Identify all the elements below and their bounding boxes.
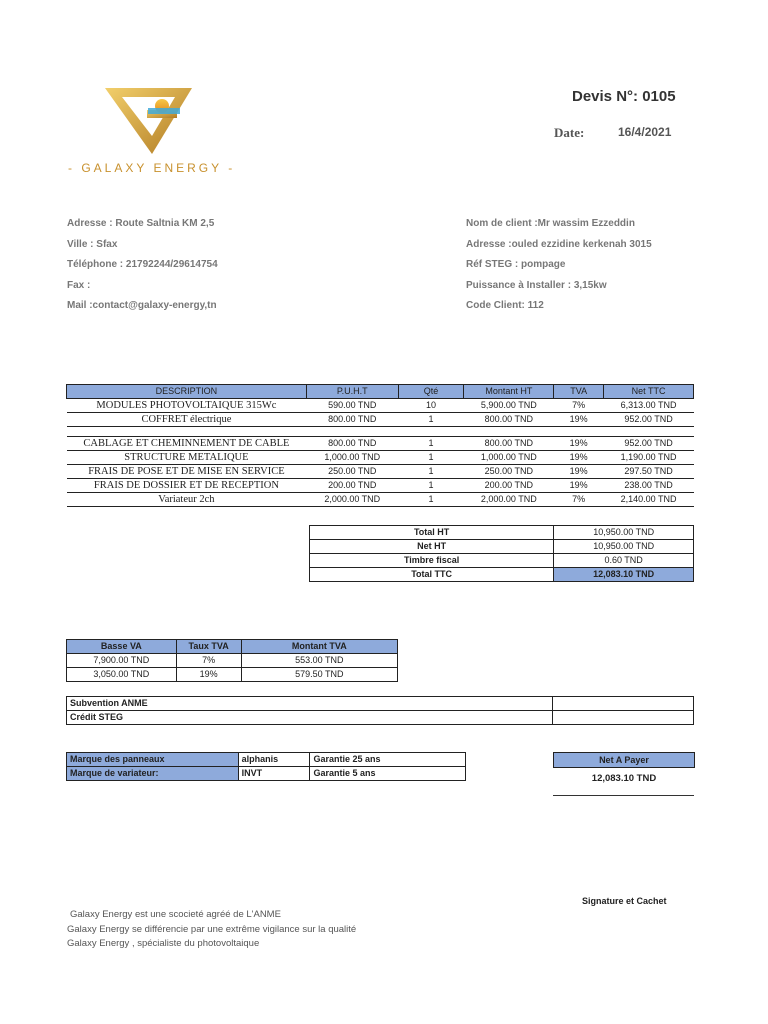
tva-table	[66, 639, 398, 682]
item-tva	[554, 427, 604, 437]
timbre-row	[310, 554, 694, 568]
subvention-label: Subvention ANME	[67, 697, 553, 711]
table-row	[67, 437, 694, 451]
timbre-label: Timbre fiscal	[310, 554, 554, 568]
item-description: STRUCTURE METALIQUE	[67, 451, 307, 465]
item-tva: 19%	[554, 413, 604, 427]
total-ht-row	[310, 526, 694, 540]
table-row	[67, 451, 694, 465]
table-row	[67, 413, 694, 427]
footer-line: Galaxy Energy se différencie par une extrême vigilance sur la qualité	[67, 923, 357, 935]
company-city: Ville : Sfax	[67, 238, 118, 250]
brands-table	[66, 752, 466, 781]
net-ht-row	[310, 540, 694, 554]
table-row	[67, 668, 398, 682]
panel-brand-value: alphanis	[238, 753, 310, 767]
item-qte: 1	[398, 437, 464, 451]
item-montant-ht	[464, 427, 554, 437]
item-montant-ht: 250.00 TND	[464, 465, 554, 479]
item-puht: 200.00 TND	[306, 479, 398, 493]
col-taux-tva: Taux TVA	[176, 640, 241, 654]
col-net-ttc: Net TTC	[604, 385, 694, 399]
item-qte	[398, 427, 464, 437]
signature-label: Signature et Cachet	[582, 896, 667, 906]
item-tva: 7%	[554, 399, 604, 413]
date-value: 16/4/2021	[618, 125, 672, 139]
item-description: COFFRET électrique	[67, 413, 307, 427]
client-power: Puissance à Installer : 3,15kw	[466, 279, 607, 291]
item-tva: 19%	[554, 451, 604, 465]
col-description: DESCRIPTION	[67, 385, 307, 399]
date-label: Date:	[554, 125, 585, 140]
item-net-ttc: 238.00 TND	[604, 479, 694, 493]
col-qte: Qté	[398, 385, 464, 399]
item-description: FRAIS DE DOSSIER ET DE RECEPTION	[67, 479, 307, 493]
tva-base: 7,900.00 TND	[67, 654, 177, 668]
client-info	[466, 214, 652, 317]
footer	[67, 908, 356, 952]
item-tva: 19%	[554, 479, 604, 493]
item-qte: 10	[398, 399, 464, 413]
item-tva: 7%	[554, 493, 604, 507]
company-name: - GALAXY ENERGY -	[68, 161, 236, 175]
col-montant-tva: Montant TVA	[241, 640, 397, 654]
devis-number: Devis N°: 0105	[572, 88, 676, 105]
col-tva: TVA	[554, 385, 604, 399]
item-net-ttc	[604, 427, 694, 437]
total-ttc-row	[310, 568, 694, 582]
item-puht: 800.00 TND	[306, 413, 398, 427]
total-ht-value: 10,950.00 TND	[554, 526, 694, 540]
tva-rate: 19%	[176, 668, 241, 682]
item-montant-ht: 5,900.00 TND	[464, 399, 554, 413]
item-description: CABLAGE ET CHEMINNEMENT DE CABLE	[67, 437, 307, 451]
item-net-ttc: 6,313.00 TND	[604, 399, 694, 413]
item-description	[67, 427, 307, 437]
subvention-table	[66, 696, 694, 725]
net-a-payer-label: Net A Payer	[553, 752, 695, 768]
galaxy-logo-icon	[100, 84, 198, 156]
tva-base: 3,050.00 TND	[67, 668, 177, 682]
tva-header-row	[67, 640, 398, 654]
item-puht: 1,000.00 TND	[306, 451, 398, 465]
net-ht-value: 10,950.00 TND	[554, 540, 694, 554]
company-fax: Fax :	[67, 279, 91, 291]
timbre-value: 0.60 TND	[554, 554, 694, 568]
credit-steg-label: Crédit STEG	[67, 711, 553, 725]
items-table	[66, 384, 694, 507]
item-montant-ht: 800.00 TND	[464, 437, 554, 451]
total-ht-label: Total HT	[310, 526, 554, 540]
net-a-payer-underline	[553, 795, 694, 796]
item-net-ttc: 297.50 TND	[604, 465, 694, 479]
client-steg-ref: Réf STEG : pompage	[466, 259, 566, 270]
item-qte: 1	[398, 479, 464, 493]
panel-brand-label: Marque des panneaux	[67, 753, 239, 767]
table-row	[67, 399, 694, 413]
total-ttc-label: Total TTC	[310, 568, 554, 582]
credit-steg-row	[67, 711, 694, 725]
item-puht: 250.00 TND	[306, 465, 398, 479]
item-puht: 590.00 TND	[306, 399, 398, 413]
item-montant-ht: 200.00 TND	[464, 479, 554, 493]
company-logo	[100, 84, 198, 156]
item-net-ttc: 952.00 TND	[604, 437, 694, 451]
items-header-row	[67, 385, 694, 399]
item-net-ttc: 1,190.00 TND	[604, 451, 694, 465]
table-row-empty	[67, 427, 694, 437]
item-puht: 2,000.00 TND	[306, 493, 398, 507]
item-montant-ht: 1,000.00 TND	[464, 451, 554, 465]
inverter-brand-value: INVT	[238, 767, 310, 781]
panel-brand-row	[67, 753, 466, 767]
item-net-ttc: 952.00 TND	[604, 413, 694, 427]
table-row	[67, 465, 694, 479]
footer-line: Galaxy Energy est une scocieté agréé de L'ANME	[70, 909, 281, 920]
item-description: Variateur 2ch	[67, 493, 307, 507]
item-puht: 800.00 TND	[306, 437, 398, 451]
item-qte: 1	[398, 465, 464, 479]
item-net-ttc: 2,140.00 TND	[604, 493, 694, 507]
company-phone: Téléphone : 21792244/29614754	[67, 259, 218, 270]
subvention-value	[553, 697, 694, 711]
net-ht-label: Net HT	[310, 540, 554, 554]
table-row	[67, 654, 398, 668]
item-description: MODULES PHOTOVOLTAIQUE 315Wc	[67, 399, 307, 413]
item-puht	[306, 427, 398, 437]
item-montant-ht: 2,000.00 TND	[464, 493, 554, 507]
net-a-payer-value: 12,083.10 TND	[591, 773, 657, 784]
col-basse-va: Basse VA	[67, 640, 177, 654]
footer-line: Galaxy Energy , spécialiste du photovoltaique	[67, 938, 260, 949]
item-tva: 19%	[554, 437, 604, 451]
inverter-warranty: Garantie 5 ans	[310, 767, 466, 781]
company-address: Adresse : Route Saltnia KM 2,5	[67, 218, 215, 229]
totals-table	[309, 525, 694, 582]
item-qte: 1	[398, 493, 464, 507]
tva-amount: 579.50 TND	[241, 668, 397, 682]
subvention-row	[67, 697, 694, 711]
inverter-brand-row	[67, 767, 466, 781]
tva-amount: 553.00 TND	[241, 654, 397, 668]
panel-warranty: Garantie 25 ans	[310, 753, 466, 767]
client-name: Nom de client :Mr wassim Ezzeddin	[466, 218, 635, 229]
client-address: Adresse :ouled ezzidine kerkenah 3015	[466, 238, 652, 250]
item-qte: 1	[398, 413, 464, 427]
table-row	[67, 479, 694, 493]
item-qte: 1	[398, 451, 464, 465]
col-puht: P.U.H.T	[306, 385, 398, 399]
col-montant-ht: Montant HT	[464, 385, 554, 399]
item-montant-ht: 800.00 TND	[464, 413, 554, 427]
company-mail: Mail :contact@galaxy-energy,tn	[67, 300, 217, 311]
client-code: Code Client: 112	[466, 300, 544, 311]
tva-rate: 7%	[176, 654, 241, 668]
inverter-brand-label: Marque de variateur:	[67, 767, 239, 781]
item-tva: 19%	[554, 465, 604, 479]
item-description: FRAIS DE POSE ET DE MISE EN SERVICE	[67, 465, 307, 479]
company-info	[67, 214, 218, 317]
total-ttc-value: 12,083.10 TND	[554, 568, 694, 582]
credit-steg-value	[553, 711, 694, 725]
table-row	[67, 493, 694, 507]
